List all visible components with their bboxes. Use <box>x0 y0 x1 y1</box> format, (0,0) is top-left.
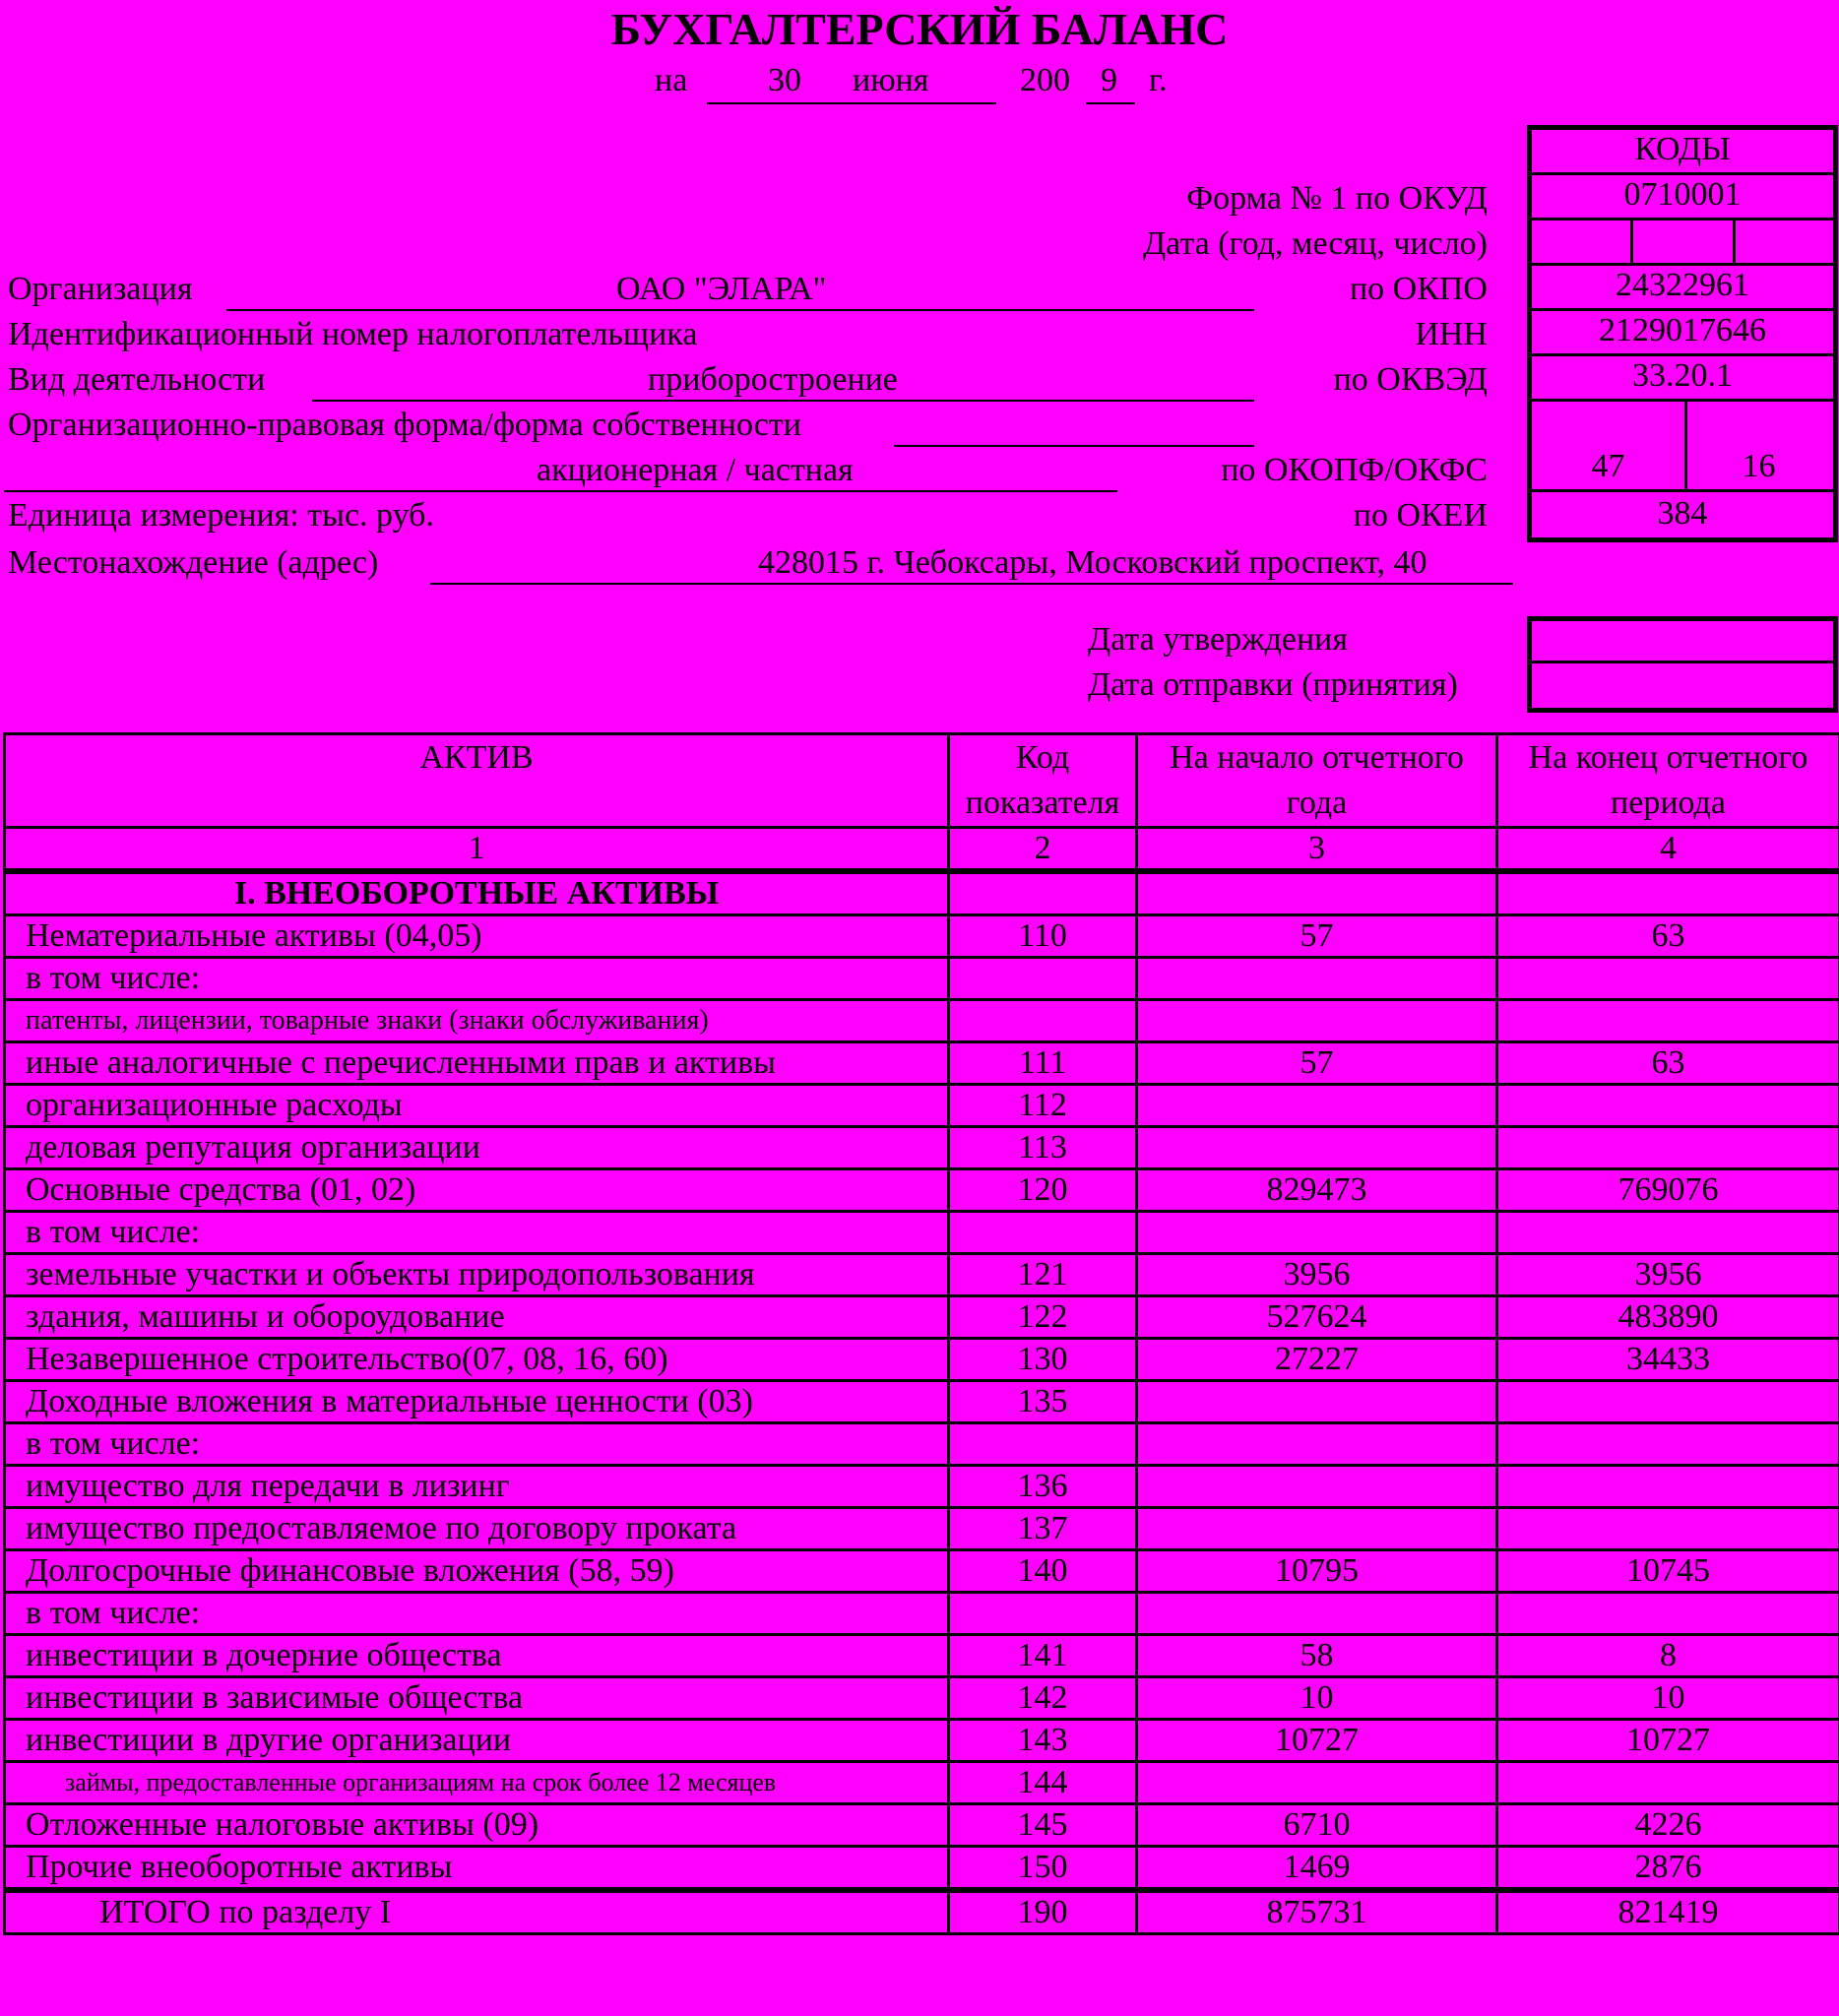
table-row <box>5 1423 1839 1466</box>
code-okud: 0710001 <box>1532 175 1833 220</box>
date-prefix: на <box>655 62 688 98</box>
legal-form-value: акционерная / частная <box>537 452 854 488</box>
row-start-value: 1469 <box>1137 1847 1497 1891</box>
table-row <box>5 1085 1839 1127</box>
org-label: Организация <box>8 271 193 307</box>
row-end-value <box>1497 1423 1839 1466</box>
row-label: Незавершенное строительство(07, 08, 16, 60) <box>5 1339 949 1381</box>
row-code: 110 <box>949 915 1137 958</box>
row-end-value: 4226 <box>1497 1804 1839 1847</box>
total-code: 190 <box>949 1890 1137 1934</box>
table-row <box>5 1804 1839 1847</box>
row-code: 143 <box>949 1720 1137 1762</box>
date-year-suffix: 9 <box>1101 62 1117 98</box>
row-end-value: 10727 <box>1497 1720 1839 1762</box>
table-row <box>5 1381 1839 1423</box>
label-inn: ИНН <box>1415 316 1488 352</box>
column-numbers-row <box>5 828 1839 872</box>
address-label: Местонахождение (адрес) <box>8 544 379 581</box>
row-label: патенты, лицензии, товарные знаки (знаки обслуживания) <box>5 1000 949 1042</box>
row-code <box>949 1000 1137 1042</box>
row-label: в том числе: <box>5 1423 949 1466</box>
code-okei: 384 <box>1657 495 1708 532</box>
row-start-value <box>1137 1127 1497 1169</box>
row-start-value: 527624 <box>1137 1296 1497 1339</box>
row-code: 142 <box>949 1677 1137 1720</box>
col-num-2: 2 <box>949 828 1137 872</box>
row-start-value <box>1137 958 1497 1000</box>
table-row <box>5 1550 1839 1593</box>
row-start-value: 27227 <box>1137 1339 1497 1381</box>
row-code: 135 <box>949 1381 1137 1423</box>
row-end-value <box>1497 1381 1839 1423</box>
date-month: июня <box>853 62 929 98</box>
row-start-value: 10727 <box>1137 1720 1497 1762</box>
table-row <box>5 1720 1839 1762</box>
label-okud: Форма № 1 по ОКУД <box>1186 180 1488 217</box>
row-end-value: 10 <box>1497 1677 1839 1720</box>
row-start-value <box>1137 1381 1497 1423</box>
row-label: иные аналогичные с перечисленными прав и активы <box>5 1042 949 1085</box>
label-sent: Дата отправки (принятия) <box>1088 666 1458 703</box>
row-code <box>949 1593 1137 1635</box>
table-row <box>5 1254 1839 1296</box>
row-code: 145 <box>949 1804 1137 1847</box>
row-label: деловая репутация организации <box>5 1127 949 1169</box>
row-end-value <box>1497 1212 1839 1254</box>
codes-box <box>1527 125 1838 542</box>
table-row <box>5 1635 1839 1677</box>
header-asset: АКТИВ <box>5 734 949 828</box>
row-end-value <box>1497 1593 1839 1635</box>
row-label: Нематериальные активы (04,05) <box>5 915 949 958</box>
table-row <box>5 1042 1839 1085</box>
table-row <box>5 1593 1839 1635</box>
row-code: 111 <box>949 1042 1137 1085</box>
table-row <box>5 1212 1839 1254</box>
row-end-value <box>1497 1085 1839 1127</box>
row-code: 122 <box>949 1296 1137 1339</box>
code-okfs: 16 <box>1742 448 1776 484</box>
section-row <box>5 871 1839 915</box>
row-code: 136 <box>949 1466 1137 1508</box>
table-row <box>5 1169 1839 1212</box>
row-label: инвестиции в дочерние общества <box>5 1635 949 1677</box>
row-start-value: 829473 <box>1137 1169 1497 1212</box>
inn-label: Идентификационный номер налогоплательщика <box>8 316 698 352</box>
total-start-value: 875731 <box>1137 1890 1497 1934</box>
unit-label: Единица измерения: тыс. руб. <box>8 497 434 534</box>
row-label: Долгосрочные финансовые вложения (58, 59) <box>5 1550 949 1593</box>
row-label: в том числе: <box>5 958 949 1000</box>
row-end-value <box>1497 1000 1839 1042</box>
legal-form-label: Организационно-правовая форма/форма собственности <box>8 407 801 443</box>
row-label: в том числе: <box>5 1593 949 1635</box>
row-start-value: 10 <box>1137 1677 1497 1720</box>
row-code: 120 <box>949 1169 1137 1212</box>
activity-label: Вид деятельности <box>8 361 266 398</box>
row-end-value <box>1497 1762 1839 1804</box>
code-okpo: 24322961 <box>1532 266 1833 311</box>
row-start-value <box>1137 1593 1497 1635</box>
table-row <box>5 1847 1839 1891</box>
row-code: 141 <box>949 1635 1137 1677</box>
label-date: Дата (год, месяц, число) <box>1142 225 1488 262</box>
label-okved: по ОКВЭД <box>1333 361 1488 398</box>
code-okopf: 47 <box>1591 448 1625 484</box>
address-value: 428015 г. Чебоксары, Московский проспект, 40 <box>758 544 1427 581</box>
row-end-value: 483890 <box>1497 1296 1839 1339</box>
header-code: Код показателя <box>949 734 1137 828</box>
row-start-value <box>1137 1085 1497 1127</box>
table-row <box>5 958 1839 1000</box>
row-code: 137 <box>949 1508 1137 1550</box>
date-year-unit: г. <box>1149 62 1168 98</box>
row-label: займы, предоставленные организациям на срок более 12 месяцев <box>5 1762 949 1804</box>
row-label: имущество для передачи в лизинг <box>5 1466 949 1508</box>
label-okopf: по ОКОПФ/ОКФС <box>1221 452 1488 488</box>
row-start-value <box>1137 1508 1497 1550</box>
label-approved: Дата утверждения <box>1088 621 1348 658</box>
table-row <box>5 1762 1839 1804</box>
section-empty-cell <box>1497 871 1839 915</box>
row-label: здания, машины и обороудование <box>5 1296 949 1339</box>
col-num-3: 3 <box>1137 828 1497 872</box>
table-row <box>5 915 1839 958</box>
label-okpo: по ОКПО <box>1349 271 1488 307</box>
row-label: Прочие внеоборотные активы <box>5 1847 949 1891</box>
total-end-value: 821419 <box>1497 1890 1839 1934</box>
label-okei: по ОКЕИ <box>1353 497 1488 534</box>
document-title: БУХГАЛТЕРСКИЙ БАЛАНС <box>610 4 1229 54</box>
table-row <box>5 1296 1839 1339</box>
row-start-value <box>1137 1466 1497 1508</box>
row-start-value: 57 <box>1137 915 1497 958</box>
row-start-value <box>1137 1762 1497 1804</box>
header-end: На конец отчетного периода <box>1497 734 1839 828</box>
row-start-value: 57 <box>1137 1042 1497 1085</box>
row-start-value: 6710 <box>1137 1804 1497 1847</box>
section-empty-cell <box>1137 871 1497 915</box>
total-label: ИТОГО по разделу I <box>5 1890 949 1934</box>
row-start-value <box>1137 1000 1497 1042</box>
total-row <box>5 1890 1839 1934</box>
row-label: Основные средства (01, 02) <box>5 1169 949 1212</box>
date-year-prefix: 200 <box>1020 62 1070 98</box>
org-value: ОАО "ЭЛАРА" <box>616 271 827 307</box>
row-code: 144 <box>949 1762 1137 1804</box>
row-code: 112 <box>949 1085 1137 1127</box>
table-row <box>5 1466 1839 1508</box>
row-end-value <box>1497 1466 1839 1508</box>
row-end-value: 63 <box>1497 915 1839 958</box>
row-label: земельные участки и объекты природопользования <box>5 1254 949 1296</box>
row-code: 121 <box>949 1254 1137 1296</box>
codes-header: КОДЫ <box>1532 130 1833 175</box>
row-code: 150 <box>949 1847 1137 1891</box>
row-label: инвестиции в зависимые общества <box>5 1677 949 1720</box>
row-code: 130 <box>949 1339 1137 1381</box>
table-row <box>5 1127 1839 1169</box>
header-start: На начало отчетного года <box>1137 734 1497 828</box>
row-start-value <box>1137 1423 1497 1466</box>
code-okved: 33.20.1 <box>1532 356 1833 402</box>
row-label: в том числе: <box>5 1212 949 1254</box>
row-label: организационные расходы <box>5 1085 949 1127</box>
table-header-row <box>5 734 1839 828</box>
row-code <box>949 1212 1137 1254</box>
row-label: имущество предоставляемое по договору проката <box>5 1508 949 1550</box>
row-label: Доходные вложения в материальные ценности (03) <box>5 1381 949 1423</box>
row-end-value <box>1497 1127 1839 1169</box>
table-row <box>5 1677 1839 1720</box>
row-code: 140 <box>949 1550 1137 1593</box>
row-end-value: 769076 <box>1497 1169 1839 1212</box>
row-code <box>949 1423 1137 1466</box>
row-end-value <box>1497 1508 1839 1550</box>
row-start-value <box>1137 1212 1497 1254</box>
row-end-value: 2876 <box>1497 1847 1839 1891</box>
code-inn: 2129017646 <box>1532 311 1833 356</box>
row-label: Отложенные налоговые активы (09) <box>5 1804 949 1847</box>
row-start-value: 58 <box>1137 1635 1497 1677</box>
row-code <box>949 958 1137 1000</box>
date-day: 30 <box>768 62 801 98</box>
table-row <box>5 1339 1839 1381</box>
balance-table <box>3 732 1839 1935</box>
dates-box <box>1527 616 1838 713</box>
col-num-4: 4 <box>1497 828 1839 872</box>
code-date <box>1532 220 1833 266</box>
col-num-1: 1 <box>5 828 949 872</box>
row-end-value: 8 <box>1497 1635 1839 1677</box>
table-row <box>5 1508 1839 1550</box>
row-end-value <box>1497 958 1839 1000</box>
section-title: I. ВНЕОБОРОТНЫЕ АКТИВЫ <box>5 871 949 915</box>
table-row <box>5 1000 1839 1042</box>
row-code: 113 <box>949 1127 1137 1169</box>
row-end-value: 3956 <box>1497 1254 1839 1296</box>
row-end-value: 34433 <box>1497 1339 1839 1381</box>
row-start-value: 10795 <box>1137 1550 1497 1593</box>
row-end-value: 10745 <box>1497 1550 1839 1593</box>
row-label: инвестиции в другие организации <box>5 1720 949 1762</box>
row-end-value: 63 <box>1497 1042 1839 1085</box>
activity-value: приборостроение <box>648 361 898 398</box>
row-start-value: 3956 <box>1137 1254 1497 1296</box>
section-empty-cell <box>949 871 1137 915</box>
